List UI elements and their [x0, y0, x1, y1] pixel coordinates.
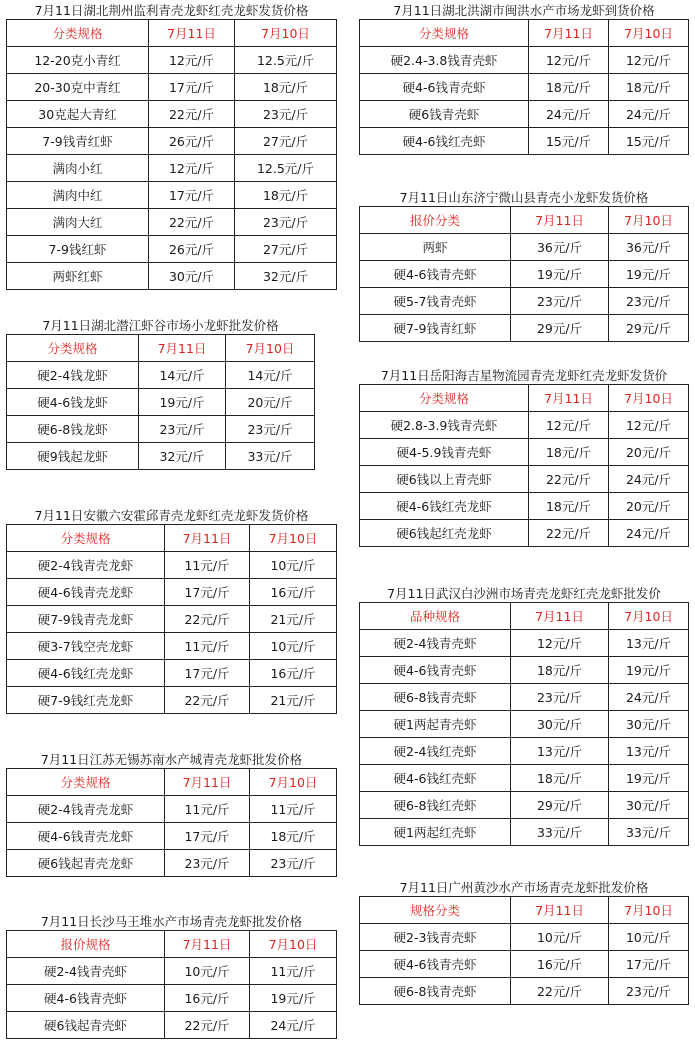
price-jul11-cell: 18元/斤	[529, 74, 609, 101]
table-row	[7, 1012, 337, 1039]
table-row	[7, 850, 337, 877]
price-jul10-cell: 12元/斤	[609, 412, 689, 439]
table-row	[360, 261, 689, 288]
price-table-qianjiang	[6, 318, 315, 470]
price-jul11-cell: 16元/斤	[511, 951, 609, 978]
price-jul11-cell: 36元/斤	[511, 234, 609, 261]
table-row	[7, 660, 337, 687]
price-jul10-cell: 23元/斤	[609, 978, 689, 1005]
price-table-changsha	[6, 914, 337, 1039]
price-jul10-cell: 18元/斤	[235, 74, 337, 101]
price-jul11-cell: 22元/斤	[149, 209, 235, 236]
spec-cell: 品种规格	[360, 603, 511, 630]
table-row	[360, 711, 689, 738]
price-jul11-cell: 11元/斤	[165, 796, 250, 823]
table-row	[360, 738, 689, 765]
spec-cell: 硬4-6钱青壳虾	[360, 74, 529, 101]
table-header-row	[360, 897, 689, 924]
price-jul11-cell: 12元/斤	[529, 412, 609, 439]
table-title: 7月11日长沙马王堆水产市场青壳龙虾批发价格	[40, 914, 303, 929]
price-table	[6, 19, 337, 290]
spec-cell: 硬4-6钱红壳龙虾	[7, 660, 165, 687]
spec-cell: 硬5-7钱青壳虾	[360, 288, 511, 315]
price-table	[6, 768, 337, 877]
table-row	[360, 412, 689, 439]
price-jul10-cell: 18元/斤	[250, 823, 337, 850]
price-jul10-cell: 23元/斤	[609, 288, 689, 315]
table-row	[360, 234, 689, 261]
table-row	[7, 74, 337, 101]
price-jul11-cell: 18元/斤	[529, 439, 609, 466]
price-jul11-cell: 7月11日	[165, 769, 250, 796]
spec-cell: 硬4-6钱红壳龙虾	[360, 493, 529, 520]
price-jul10-cell: 27元/斤	[235, 236, 337, 263]
price-table	[359, 896, 689, 1005]
spec-cell: 硬7-9钱青壳龙虾	[7, 606, 165, 633]
spec-cell: 硬7-9钱红壳龙虾	[7, 687, 165, 714]
spec-cell: 满肉中红	[7, 182, 149, 209]
spec-cell: 报价规格	[7, 931, 165, 958]
spec-cell: 分类规格	[7, 769, 165, 796]
price-jul11-cell: 13元/斤	[511, 738, 609, 765]
table-row	[360, 630, 689, 657]
spec-cell: 硬9钱起龙虾	[7, 443, 139, 470]
table-title: 7月11日安徽六安霍邱青壳龙虾红壳龙虾发货价格	[34, 508, 309, 523]
price-jul11-cell: 17元/斤	[165, 579, 250, 606]
table-row	[360, 128, 689, 155]
table-header-row	[360, 20, 689, 47]
spec-cell: 7-9钱红虾	[7, 236, 149, 263]
price-jul10-cell: 24元/斤	[609, 520, 689, 547]
table-title: 7月11日湖北洪湖市闽洪水产市场龙虾到货价格	[393, 3, 655, 18]
spec-cell: 硬6钱起红壳龙虾	[360, 520, 529, 547]
table-row	[7, 606, 337, 633]
price-jul11-cell: 29元/斤	[511, 315, 609, 342]
price-jul10-cell: 19元/斤	[250, 985, 337, 1012]
price-jul11-cell: 7月11日	[529, 385, 609, 412]
price-jul11-cell: 33元/斤	[511, 819, 609, 846]
price-jul11-cell: 26元/斤	[149, 236, 235, 263]
price-jul10-cell: 7月10日	[609, 897, 689, 924]
table-title: 7月11日山东济宁微山县青壳小龙虾发货价格	[399, 190, 649, 205]
spec-cell: 硬4-6钱青壳虾	[360, 951, 511, 978]
price-jul10-cell: 30元/斤	[609, 711, 689, 738]
price-jul11-cell: 19元/斤	[511, 261, 609, 288]
table-header-row	[7, 769, 337, 796]
price-jul10-cell: 16元/斤	[250, 660, 337, 687]
table-row	[360, 493, 689, 520]
price-jul10-cell: 33元/斤	[226, 443, 315, 470]
price-jul11-cell: 12元/斤	[529, 47, 609, 74]
table-row	[360, 439, 689, 466]
price-jul11-cell: 32元/斤	[139, 443, 226, 470]
table-title: 7月11日广州黄沙水产市场青壳龙虾批发价格	[399, 880, 649, 895]
spec-cell: 硬4-6钱青壳虾	[7, 985, 165, 1012]
price-table-yueyang	[359, 368, 689, 547]
spec-cell: 硬6钱以上青壳虾	[360, 466, 529, 493]
price-jul11-cell: 22元/斤	[529, 466, 609, 493]
spec-cell: 硬2-4钱青壳虾	[360, 630, 511, 657]
spec-cell: 硬6钱青壳虾	[360, 101, 529, 128]
table-row	[7, 47, 337, 74]
price-jul10-cell: 36元/斤	[609, 234, 689, 261]
price-jul11-cell: 30元/斤	[149, 263, 235, 290]
table-title: 7月11日湖北荆州监利青壳龙虾红壳龙虾发货价格	[34, 3, 309, 18]
price-jul10-cell: 29元/斤	[609, 315, 689, 342]
spec-cell: 分类规格	[7, 20, 149, 47]
price-jul11-cell: 23元/斤	[511, 684, 609, 711]
table-header-row	[7, 20, 337, 47]
price-jul10-cell: 7月10日	[250, 931, 337, 958]
price-table-jianli	[6, 3, 337, 290]
table-row	[7, 416, 315, 443]
table-row	[7, 101, 337, 128]
price-jul11-cell: 18元/斤	[511, 765, 609, 792]
table-title: 7月11日岳阳海吉星物流园青壳龙虾红壳龙虾发货价	[380, 368, 668, 383]
price-table	[359, 384, 689, 547]
price-jul10-cell: 13元/斤	[609, 738, 689, 765]
price-jul10-cell: 15元/斤	[609, 128, 689, 155]
price-jul11-cell: 26元/斤	[149, 128, 235, 155]
spec-cell: 硬4-6钱青壳虾	[360, 261, 511, 288]
price-table	[6, 524, 337, 714]
spec-cell: 分类规格	[360, 385, 529, 412]
table-row	[7, 796, 337, 823]
price-jul10-cell: 24元/斤	[250, 1012, 337, 1039]
table-title: 7月11日湖北潜江虾谷市场小龙虾批发价格	[42, 318, 279, 333]
price-jul10-cell: 11元/斤	[250, 796, 337, 823]
spec-cell: 硬4-6钱青壳龙虾	[7, 823, 165, 850]
table-title: 7月11日武汉白沙洲市场青壳龙虾红壳龙虾批发价	[387, 586, 661, 601]
price-jul10-cell: 11元/斤	[250, 958, 337, 985]
price-jul10-cell: 7月10日	[609, 207, 689, 234]
price-jul10-cell: 23元/斤	[235, 101, 337, 128]
price-jul11-cell: 23元/斤	[139, 416, 226, 443]
price-jul10-cell: 32元/斤	[235, 263, 337, 290]
spec-cell: 满肉小红	[7, 155, 149, 182]
spec-cell: 硬2-4钱青壳虾	[7, 958, 165, 985]
table-row	[7, 182, 337, 209]
price-jul11-cell: 7月11日	[511, 897, 609, 924]
spec-cell: 分类规格	[7, 525, 165, 552]
table-header-row	[7, 335, 315, 362]
price-jul10-cell: 21元/斤	[250, 606, 337, 633]
price-jul10-cell: 24元/斤	[609, 466, 689, 493]
table-row	[7, 443, 315, 470]
price-jul11-cell: 22元/斤	[165, 606, 250, 633]
price-jul10-cell: 13元/斤	[609, 630, 689, 657]
price-jul10-cell: 21元/斤	[250, 687, 337, 714]
price-jul11-cell: 7月11日	[529, 20, 609, 47]
price-jul10-cell: 10元/斤	[250, 633, 337, 660]
price-jul11-cell: 24元/斤	[529, 101, 609, 128]
table-row	[7, 155, 337, 182]
price-jul11-cell: 23元/斤	[511, 288, 609, 315]
price-jul10-cell: 10元/斤	[609, 924, 689, 951]
price-jul11-cell: 7月11日	[511, 603, 609, 630]
spec-cell: 硬2.4-3.8钱青壳虾	[360, 47, 529, 74]
spec-cell: 分类规格	[7, 335, 139, 362]
price-jul11-cell: 10元/斤	[165, 958, 250, 985]
price-jul10-cell: 23元/斤	[235, 209, 337, 236]
spec-cell: 12-20克小青红	[7, 47, 149, 74]
spec-cell: 硬2-4钱龙虾	[7, 362, 139, 389]
table-row	[360, 520, 689, 547]
spec-cell: 硬4-5.9钱青壳虾	[360, 439, 529, 466]
price-jul11-cell: 22元/斤	[511, 978, 609, 1005]
spec-cell: 硬7-9钱青红虾	[360, 315, 511, 342]
price-jul10-cell: 14元/斤	[226, 362, 315, 389]
price-jul10-cell: 18元/斤	[235, 182, 337, 209]
spec-cell: 分类规格	[360, 20, 529, 47]
spec-cell: 硬4-6钱红壳虾	[360, 128, 529, 155]
price-jul10-cell: 33元/斤	[609, 819, 689, 846]
spec-cell: 硬6-8钱红壳虾	[360, 792, 511, 819]
price-jul11-cell: 22元/斤	[529, 520, 609, 547]
price-table-huoqiu	[6, 508, 337, 714]
spec-cell: 硬6-8钱青壳虾	[360, 978, 511, 1005]
table-row	[7, 552, 337, 579]
price-jul10-cell: 17元/斤	[609, 951, 689, 978]
table-row	[360, 951, 689, 978]
price-jul11-cell: 7月11日	[165, 931, 250, 958]
table-header-row	[360, 207, 689, 234]
price-jul11-cell: 10元/斤	[511, 924, 609, 951]
spec-cell: 硬6钱起青壳龙虾	[7, 850, 165, 877]
price-table	[359, 602, 689, 846]
spec-cell: 两虾红虾	[7, 263, 149, 290]
price-jul10-cell: 7月10日	[250, 525, 337, 552]
spec-cell: 20-30克中青红	[7, 74, 149, 101]
price-jul11-cell: 12元/斤	[149, 47, 235, 74]
price-jul11-cell: 11元/斤	[165, 552, 250, 579]
spec-cell: 硬2-4钱青壳龙虾	[7, 796, 165, 823]
table-row	[360, 819, 689, 846]
price-jul11-cell: 7月11日	[149, 20, 235, 47]
table-row	[360, 978, 689, 1005]
table-header-row	[360, 603, 689, 630]
table-row	[360, 657, 689, 684]
price-table-guangzhou	[359, 880, 689, 1005]
table-row	[7, 209, 337, 236]
spec-cell: 硬4-6钱青壳虾	[360, 657, 511, 684]
price-table-weishan	[359, 190, 689, 342]
price-jul11-cell: 17元/斤	[149, 74, 235, 101]
spec-cell: 硬2.8-3.9钱青壳虾	[360, 412, 529, 439]
table-row	[7, 633, 337, 660]
price-jul10-cell: 12.5元/斤	[235, 155, 337, 182]
table-row	[360, 466, 689, 493]
table-row	[7, 823, 337, 850]
price-jul11-cell: 11元/斤	[165, 633, 250, 660]
table-header-row	[7, 525, 337, 552]
spec-cell: 硬6-8钱青壳虾	[360, 684, 511, 711]
spec-cell: 满肉大红	[7, 209, 149, 236]
table-header-row	[360, 385, 689, 412]
table-row	[360, 684, 689, 711]
price-jul10-cell: 24元/斤	[609, 684, 689, 711]
spec-cell: 30克起大青红	[7, 101, 149, 128]
table-row	[360, 924, 689, 951]
spec-cell: 硬1两起青壳虾	[360, 711, 511, 738]
price-jul11-cell: 7月11日	[165, 525, 250, 552]
spec-cell: 7-9钱青红虾	[7, 128, 149, 155]
price-jul10-cell: 23元/斤	[226, 416, 315, 443]
table-row	[7, 389, 315, 416]
spec-cell: 硬3-7钱空壳龙虾	[7, 633, 165, 660]
spec-cell: 硬6钱起青壳虾	[7, 1012, 165, 1039]
price-jul11-cell: 16元/斤	[165, 985, 250, 1012]
table-row	[360, 792, 689, 819]
price-jul11-cell: 30元/斤	[511, 711, 609, 738]
price-jul10-cell: 16元/斤	[250, 579, 337, 606]
price-jul11-cell: 18元/斤	[529, 493, 609, 520]
price-jul11-cell: 17元/斤	[165, 660, 250, 687]
table-row	[7, 687, 337, 714]
spec-cell: 硬6-8钱龙虾	[7, 416, 139, 443]
price-jul11-cell: 7月11日	[139, 335, 226, 362]
table-row	[7, 362, 315, 389]
price-jul10-cell: 10元/斤	[250, 552, 337, 579]
price-jul11-cell: 18元/斤	[511, 657, 609, 684]
price-table-honghu	[359, 3, 689, 155]
price-jul10-cell: 7月10日	[609, 20, 689, 47]
price-jul11-cell: 14元/斤	[139, 362, 226, 389]
spec-cell: 报价分类	[360, 207, 511, 234]
table-row	[360, 47, 689, 74]
price-jul10-cell: 7月10日	[250, 769, 337, 796]
price-jul10-cell: 7月10日	[235, 20, 337, 47]
table-row	[360, 288, 689, 315]
price-table-wuxi	[6, 752, 337, 877]
table-header-row	[7, 931, 337, 958]
price-jul10-cell: 20元/斤	[609, 493, 689, 520]
price-jul10-cell: 7月10日	[609, 603, 689, 630]
table-row	[360, 765, 689, 792]
spec-cell: 硬4-6钱红壳虾	[360, 765, 511, 792]
price-jul11-cell: 12元/斤	[511, 630, 609, 657]
price-jul11-cell: 22元/斤	[165, 1012, 250, 1039]
price-jul10-cell: 19元/斤	[609, 765, 689, 792]
spec-cell: 两虾	[360, 234, 511, 261]
price-jul11-cell: 22元/斤	[165, 687, 250, 714]
price-jul11-cell: 22元/斤	[149, 101, 235, 128]
price-table-baishazhou	[359, 586, 689, 846]
table-row	[7, 579, 337, 606]
table-row	[7, 128, 337, 155]
price-jul11-cell: 15元/斤	[529, 128, 609, 155]
price-jul10-cell: 20元/斤	[226, 389, 315, 416]
price-table	[359, 206, 689, 342]
spec-cell: 硬1两起红壳虾	[360, 819, 511, 846]
price-jul10-cell: 23元/斤	[250, 850, 337, 877]
price-jul11-cell: 19元/斤	[139, 389, 226, 416]
price-jul11-cell: 7月11日	[511, 207, 609, 234]
price-table	[6, 334, 315, 470]
price-jul10-cell: 20元/斤	[609, 439, 689, 466]
price-jul10-cell: 30元/斤	[609, 792, 689, 819]
price-jul11-cell: 17元/斤	[149, 182, 235, 209]
price-jul10-cell: 12元/斤	[609, 47, 689, 74]
price-jul11-cell: 29元/斤	[511, 792, 609, 819]
table-row	[7, 236, 337, 263]
price-jul10-cell: 18元/斤	[609, 74, 689, 101]
price-table	[6, 930, 337, 1039]
table-row	[7, 958, 337, 985]
price-jul10-cell: 24元/斤	[609, 101, 689, 128]
price-jul10-cell: 7月10日	[226, 335, 315, 362]
table-row	[7, 263, 337, 290]
table-title: 7月11日江苏无锡苏南水产城青壳龙虾批发价格	[40, 752, 303, 767]
spec-cell: 硬4-6钱青壳龙虾	[7, 579, 165, 606]
spec-cell: 规格分类	[360, 897, 511, 924]
price-jul10-cell: 12.5元/斤	[235, 47, 337, 74]
table-row	[360, 101, 689, 128]
price-jul10-cell: 19元/斤	[609, 657, 689, 684]
price-jul10-cell: 27元/斤	[235, 128, 337, 155]
spec-cell: 硬2-3钱青壳虾	[360, 924, 511, 951]
table-row	[360, 74, 689, 101]
spec-cell: 硬2-4钱青壳龙虾	[7, 552, 165, 579]
table-row	[7, 985, 337, 1012]
spec-cell: 硬2-4钱红壳虾	[360, 738, 511, 765]
price-jul11-cell: 17元/斤	[165, 823, 250, 850]
table-row	[360, 315, 689, 342]
price-jul10-cell: 19元/斤	[609, 261, 689, 288]
price-jul11-cell: 23元/斤	[165, 850, 250, 877]
price-jul11-cell: 12元/斤	[149, 155, 235, 182]
price-table	[359, 19, 689, 155]
spec-cell: 硬4-6钱龙虾	[7, 389, 139, 416]
price-jul10-cell: 7月10日	[609, 385, 689, 412]
